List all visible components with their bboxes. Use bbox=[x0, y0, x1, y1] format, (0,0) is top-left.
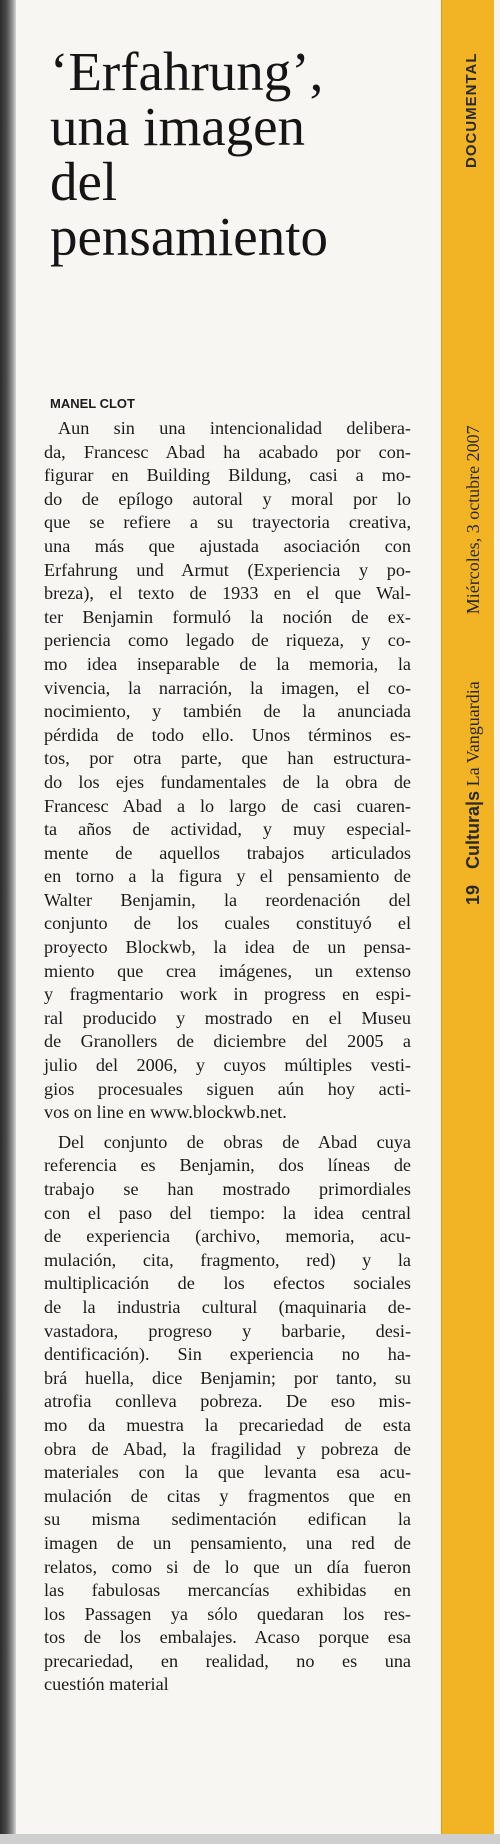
body-text-line: vos on line en www.blockwb.net. bbox=[44, 1102, 287, 1123]
section-tag: DOCUMENTAL bbox=[463, 52, 480, 168]
body-text-line: mulación de citas y fragmentos que en bbox=[44, 1485, 411, 1506]
body-text-line: de la industria cultural (maquinaria de- bbox=[44, 1296, 411, 1317]
body-text-line: y fragmentario work in progress en espi- bbox=[44, 984, 411, 1005]
body-text-line: Francesc Abad a lo largo de casi cuaren- bbox=[44, 795, 411, 816]
page-dateline bbox=[463, 425, 484, 905]
headline-line: del bbox=[50, 151, 118, 212]
body-text-line: conjunto de los cuales constituyó el bbox=[44, 913, 411, 934]
body-text-line: multiplicación de los efectos sociales bbox=[44, 1273, 411, 1294]
headline-line: pensamiento bbox=[50, 206, 328, 267]
body-text-line: atrofia conlleva pobreza. De eso mis- bbox=[44, 1391, 411, 1412]
body-text-line: que se refiere a su trayectoria creativa, bbox=[44, 512, 411, 533]
body-text-line: cuestión material bbox=[44, 1674, 169, 1695]
body-text-line: Erfahrung und Armut (Experiencia y po- bbox=[44, 559, 411, 580]
body-text-line: relatos, como si de lo que un día fueron bbox=[44, 1556, 411, 1577]
body-text-line: una más que ajustada asociación con bbox=[44, 535, 411, 556]
body-text-line: dentificación). Sin experiencia no ha- bbox=[44, 1344, 411, 1365]
body-text-line: vivencia, la narración, la imagen, el co- bbox=[44, 677, 411, 698]
headline-line: ‘Erfahrung’, bbox=[50, 41, 324, 102]
article-body bbox=[44, 417, 411, 1697]
body-text-line: de Granollers de diciembre del 2005 a bbox=[44, 1031, 411, 1052]
page-bottom-shadow bbox=[0, 1834, 500, 1844]
body-text-line: de experiencia (archivo, memoria, acu- bbox=[44, 1226, 411, 1247]
headline-line: una imagen bbox=[50, 96, 306, 157]
body-text-line: vastadora, progreso y barbarie, desi- bbox=[44, 1320, 411, 1341]
body-text-line: Del conjunto de obras de Abad cuya bbox=[58, 1131, 411, 1152]
supplement-name: Cultura|s bbox=[463, 790, 483, 869]
body-text-line: su misma sedimentación edifican la bbox=[44, 1509, 411, 1530]
body-text-line: do los ejes fundamentales de la obra de bbox=[44, 771, 411, 792]
page-gutter-shadow bbox=[0, 0, 16, 1844]
body-text-line: referencia es Benjamin, dos líneas de bbox=[44, 1155, 411, 1176]
body-text-line: miento que crea imágenes, un extenso bbox=[44, 960, 411, 981]
body-text-line: proyecto Blockwb, la idea de un pensa- bbox=[44, 937, 411, 958]
body-text-line: ral producido y mostrado en el Museu bbox=[44, 1007, 411, 1028]
body-text-line: mulación, cita, fragmento, red) y la bbox=[44, 1249, 411, 1270]
body-text-line: tos de los embalajes. Acaso porque esa bbox=[44, 1627, 411, 1648]
body-text-line: en torno a la figura y el pensamiento de bbox=[44, 866, 411, 887]
body-text-line: brá huella, dice Benjamin; por tanto, su bbox=[44, 1367, 411, 1388]
publication-date: Miércoles, 3 octubre 2007 bbox=[463, 425, 483, 615]
body-text-line: figurar en Building Bildung, casi a mo- bbox=[44, 465, 411, 486]
body-text-line: julio del 2006, y cuyos múltiples vesti- bbox=[44, 1055, 411, 1076]
page-number: 19 bbox=[463, 884, 483, 905]
body-text-line: obra de Abad, la fragilidad y pobreza de bbox=[44, 1438, 411, 1459]
body-text-line: las fabulosas mercancías exhibidas en bbox=[44, 1580, 411, 1601]
body-text-line: materiales con la que levanta esa acu- bbox=[44, 1462, 411, 1483]
body-text-line: mo da muestra la precariedad de esta bbox=[44, 1414, 411, 1435]
body-text-line: da, Francesc Abad ha acabado por con- bbox=[44, 441, 411, 462]
body-text-line: breza), el texto de 1933 en el que Wal- bbox=[44, 583, 411, 604]
body-text-line: tos, por otra parte, que han estructura- bbox=[44, 748, 411, 769]
body-text-line: trabajo se han mostrado primordiales bbox=[44, 1179, 411, 1199]
body-text-line: con el paso del tiempo: la idea central bbox=[44, 1202, 411, 1223]
body-text-line: ta años de actividad, y muy especial- bbox=[44, 819, 411, 840]
body-text-line: gios procesuales siguen aún hoy acti- bbox=[44, 1078, 411, 1099]
body-text-line: nocimiento, y también de la anunciada bbox=[44, 701, 411, 722]
body-text-line: mo idea inseparable de la memoria, la bbox=[44, 653, 411, 674]
body-text-line: do de epílogo autoral y moral por lo bbox=[44, 488, 411, 509]
body-text-line: mente de aquellos trabajos articulados bbox=[44, 842, 411, 863]
body-text-line: periencia como legado de riqueza, y co- bbox=[44, 630, 411, 651]
body-text-line: Aun sin una intencionalidad delibera- bbox=[58, 418, 411, 438]
body-text-line: pérdida de todo ello. Unos términos es- bbox=[44, 724, 411, 745]
body-text-line: ter Benjamin formuló la noción de ex- bbox=[44, 606, 411, 627]
section-side-strip bbox=[441, 0, 494, 1844]
newspaper-name: La Vanguardia bbox=[463, 681, 483, 787]
body-text-line: Walter Benjamin, la reordenación del bbox=[44, 889, 411, 910]
body-text-line: imagen de un pensamiento, una red de bbox=[44, 1532, 411, 1553]
author-byline: MANEL CLOT bbox=[50, 396, 135, 411]
body-text-line: precariedad, en realidad, no es una bbox=[44, 1650, 411, 1671]
body-text-line: los Passagen ya sólo quedaran los res- bbox=[44, 1603, 411, 1624]
article-headline bbox=[50, 41, 430, 267]
